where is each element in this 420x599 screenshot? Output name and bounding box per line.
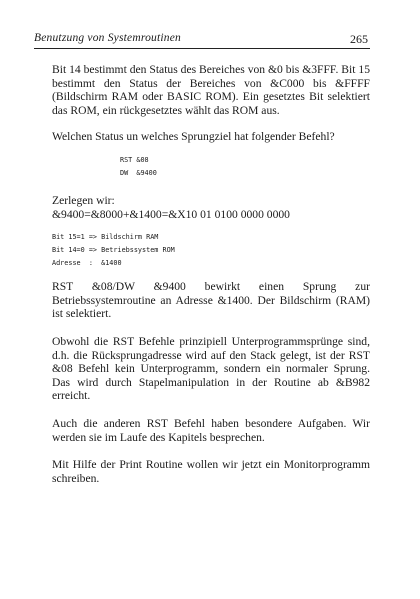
zerlegen-label: Zerlegen wir: bbox=[52, 193, 115, 207]
running-head: Benutzung von Systemroutinen bbox=[34, 32, 181, 44]
page-body bbox=[52, 63, 370, 485]
address-calculation: &9400=&8000+&1400=&X10 01 0100 0000 0000 bbox=[52, 207, 290, 221]
paragraph-rst-explanation: Obwohl die RST Befehle prinzipiell Unterprogrammsprünge sind, d.h. die Rücksprungadresse wird auf den Stack gelegt, ist der RST &08 Befehl kein Unterprogramm, sondern ein normaler Sprung. Das wird durch Stapelmanipulation in der Routine ab &B982 erreicht. bbox=[52, 334, 370, 403]
page-header bbox=[34, 32, 370, 49]
paragraph-bit-status: Bit 14 bestimmt den Status des Bereiches von &0 bis &3FFF. Bit 15 bestimmt den Status der Bereiches von &C000 bis &FFFF (Bildschirm RAM oder BASIC ROM). Ein gesetztes Bit selektiert das ROM, ein rückgesetztes wählt das ROM aus. bbox=[52, 63, 370, 117]
paragraph-rst-jump: RST &08/DW &9400 bewirkt einen Sprung zur Betriebssystemroutine an Adresse &1400. Der Bildschirm (RAM) ist selektiert. bbox=[52, 280, 370, 321]
paragraph-other-rst: Auch die anderen RST Befehl haben besondere Aufgaben. Wir werden sie im Laufe des Kapitels besprechen. bbox=[52, 416, 370, 444]
code-block-bits bbox=[52, 231, 370, 270]
code-line: Bit 15=1 => Bildschirm RAM bbox=[52, 233, 159, 242]
code-block-rst bbox=[52, 154, 370, 180]
code-line: RST &08 bbox=[120, 155, 149, 164]
code-line: Adresse : &1400 bbox=[52, 259, 122, 268]
page-number: 265 bbox=[350, 32, 368, 46]
code-line: Bit 14=0 => Betriebssystem ROM bbox=[52, 246, 175, 255]
question-paragraph: Welchen Status un welches Sprungziel hat folgender Befehl? bbox=[52, 130, 335, 144]
paragraph-monitor-program: Mit Hilfe der Print Routine wollen wir jetzt ein Monitorprogramm schreiben. bbox=[52, 458, 370, 485]
code-line: DW &9400 bbox=[120, 168, 157, 177]
